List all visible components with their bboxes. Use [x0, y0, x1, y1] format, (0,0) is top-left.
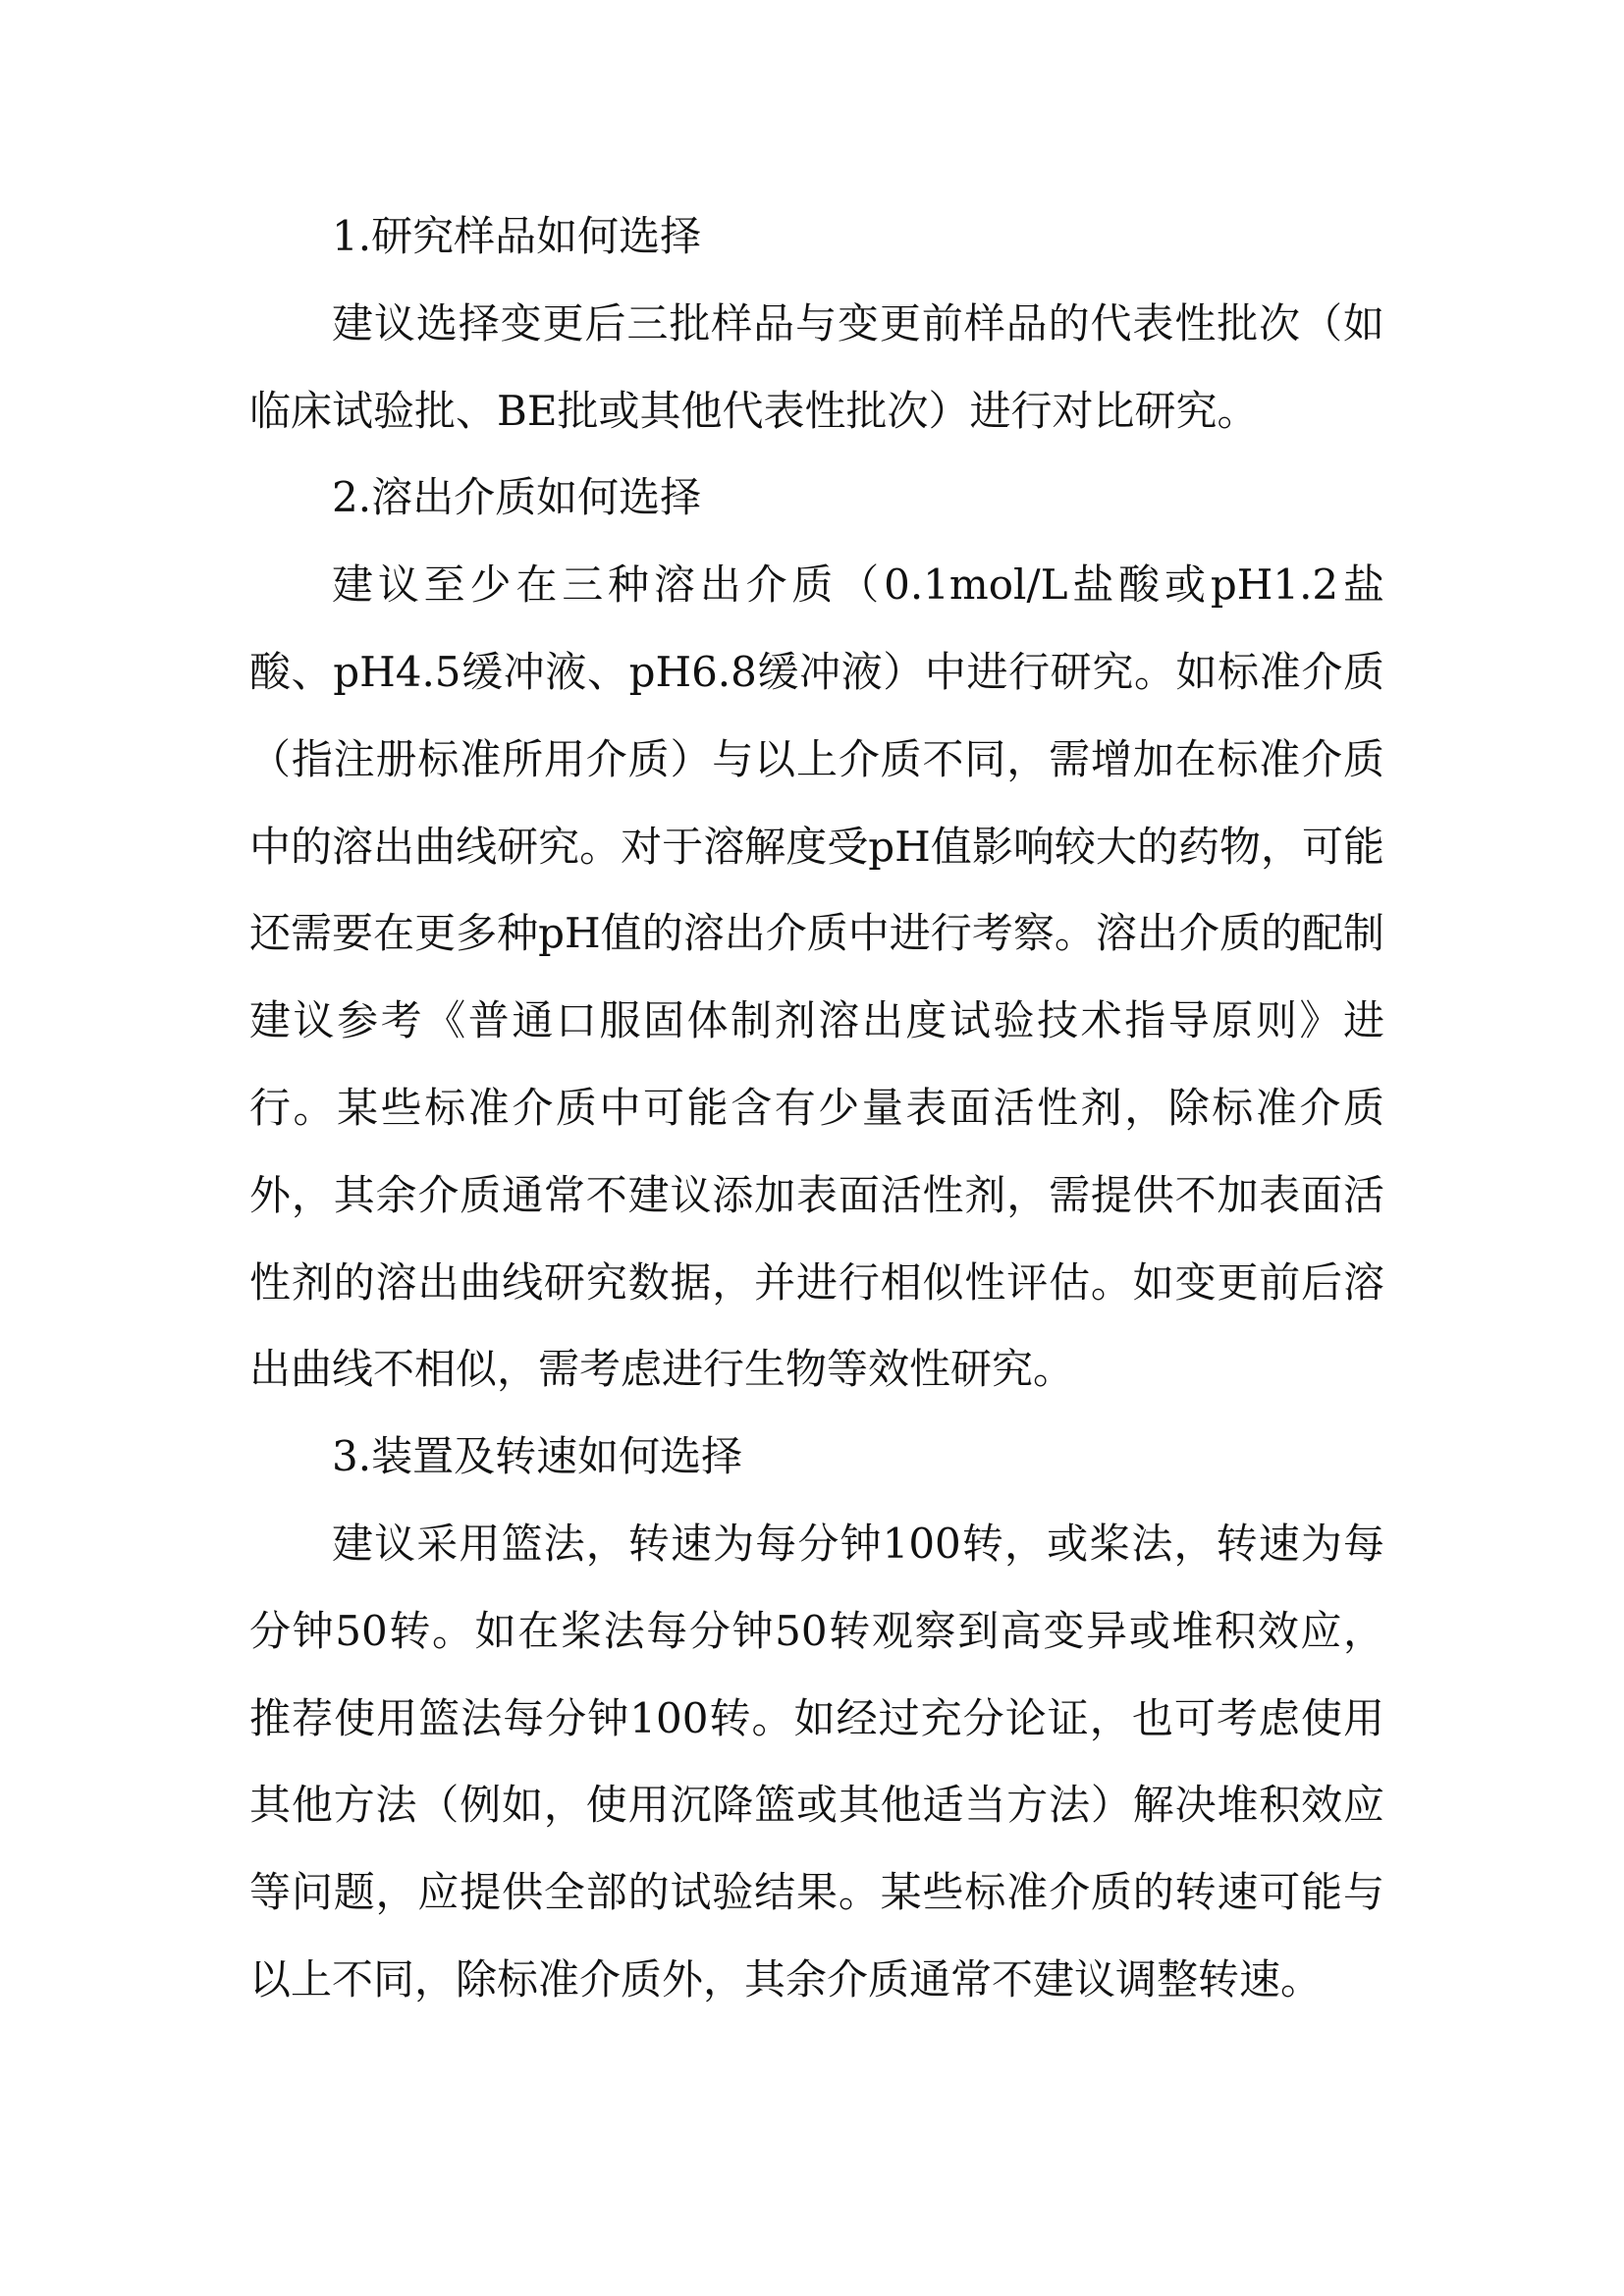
paragraph-apparatus-speed: 建议采用篮法，转速为每分钟100转，或桨法，转速为每分钟50转。如在桨法每分钟50转观察到高变异或堆积效应，推荐使用篮法每分钟100转。如经过充分论证，也可考虑使用其他方法（例如，使用沉降篮或其他适当方法）解决堆积效应等问题，应提供全部的试验结果。某些标准介质的转速可能与以上不同，除标准介质外，其余介质通常不建议调整转速。	[249, 1519, 1384, 2003]
section-heading-sample-selection: 1.研究样品如何选择	[332, 212, 702, 260]
section-heading-apparatus-speed: 3.装置及转速如何选择	[332, 1432, 743, 1481]
paragraph-sample-selection: 建议选择变更后三批样品与变更前样品的代表性批次（如临床试验批、BE批或其他代表性批次）进行对比研究。	[249, 298, 1384, 435]
document-body	[249, 193, 1384, 2024]
section-heading-dissolution-medium: 2.溶出介质如何选择	[332, 473, 702, 522]
paragraph-dissolution-medium: 建议至少在三种溶出介质（0.1mol/L盐酸或pH1.2盐酸、pH4.5缓冲液、pH6.8缓冲液）中进行研究。如标准介质（指注册标准所用介质）与以上介质不同，需增加在标准介质中的溶出曲线研究。对于溶解度受pH值影响较大的药物，可能还需要在更多种pH值的溶出介质中进行考察。溶出介质的配制建议参考《普通口服固体制剂溶出度试验技术指导原则》进行。某些标准介质中可能含有少量表面活性剂，除标准介质外，其余介质通常不建议添加表面活性剂，需提供不加表面活性剂的溶出曲线研究数据，并进行相似性评估。如变更前后溶出曲线不相似，需考虑进行生物等效性研究。	[249, 561, 1384, 1394]
